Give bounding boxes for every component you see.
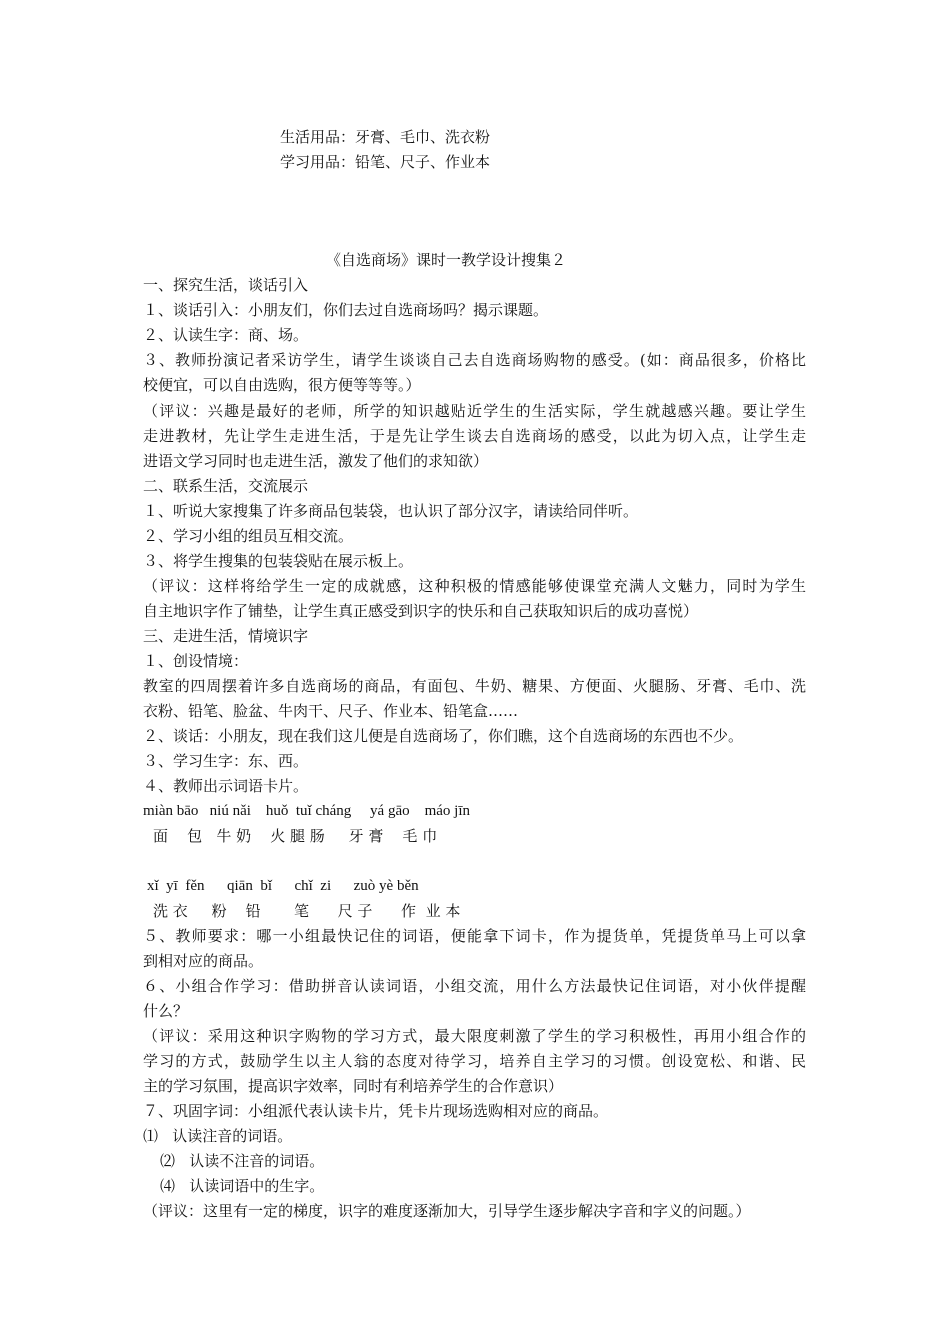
paragraph: １、听说大家搜集了许多商品包装袋，也认识了部分汉字，请读给同伴听。 bbox=[143, 502, 639, 520]
list-item: ⑴ 认读注音的词语。 bbox=[143, 1127, 293, 1145]
paragraph: 衣粉、铅笔、脸盆、牛肉干、尺子、作业本、铅笔盒…… bbox=[143, 702, 519, 720]
supply-list-study: 学习用品：铅笔、尺子、作业本 bbox=[280, 153, 491, 171]
paragraph: ２、认读生字：商、场。 bbox=[143, 326, 309, 344]
comment: 自主地识字作了铺垫，让学生真正感受到识字的快乐和自己获取知识后的成功喜悦） bbox=[143, 602, 699, 620]
paragraph: ３、学习生字：东、西。 bbox=[143, 752, 309, 770]
paragraph: ２、学习小组的组员互相交流。 bbox=[143, 527, 354, 545]
comment: （评议：这样将给学生一定的成就感，这种积极的情感能够使课堂充满人文魅力，同时为学生 bbox=[143, 577, 806, 595]
comment: 走进教材，先让学生走进生活，于是先让学生谈去自选商场的感受，以此为切入点，让学生走 bbox=[143, 427, 806, 445]
pinyin-row-1: miàn bāo niú nǎi huǒ tuǐ cháng yá gāo máo jīn bbox=[143, 803, 471, 819]
list-item: ⑷ 认读词语中的生字。 bbox=[160, 1177, 325, 1195]
paragraph: 教室的四周摆着许多自选商场的商品，有面包、牛奶、糖果、方便面、火腿肠、牙膏、毛巾、洗 bbox=[143, 677, 806, 695]
section-heading: 三、走进生活，情境识字 bbox=[143, 627, 309, 645]
paragraph: １、创设情境： bbox=[143, 652, 249, 670]
paragraph: ６、小组合作学习：借助拼音认读词语，小组交流，用什么方法最快记住词语，对小伙伴提醒 bbox=[143, 977, 806, 995]
paragraph: ４、教师出示词语卡片。 bbox=[143, 777, 309, 795]
paragraph: ３、教师扮演记者采访学生，请学生谈谈自己去自选商场购物的感受。(如：商品很多，价格比 bbox=[143, 351, 806, 369]
comment: （评议：这里有一定的梯度，识字的难度逐渐加大，引导学生逐步解决字音和字义的问题。） bbox=[143, 1202, 751, 1220]
comment: （评议：采用这种识字购物的学习方式，最大限度刺激了学生的学习积极性，再用小组合作的 bbox=[143, 1027, 806, 1045]
paragraph: １、谈话引入：小朋友们，你们去过自选商场吗？揭示课题。 bbox=[143, 301, 549, 319]
comment: 进语文学习同时也走进生活，激发了他们的求知欲） bbox=[143, 452, 489, 470]
supply-list-daily: 生活用品：牙膏、毛巾、洗衣粉 bbox=[280, 128, 491, 146]
document-title: 《自选商场》课时一教学设计搜集２ bbox=[326, 251, 567, 269]
section-heading: 二、联系生活，交流展示 bbox=[143, 477, 309, 495]
paragraph: 什么？ bbox=[143, 1002, 189, 1020]
paragraph: 校便宜，可以自由选购，很方便等等等。） bbox=[143, 376, 421, 394]
list-item: ⑵ 认读不注音的词语。 bbox=[160, 1152, 325, 1170]
comment: （评议：兴趣是最好的老师，所学的知识越贴近学生的生活实际，学生就越感兴趣。要让学生 bbox=[143, 402, 806, 420]
comment: 学习的方式，鼓励学生以主人翁的态度对待学习，培养自主学习的习惯。创设宽松、和谐、民 bbox=[143, 1052, 806, 1070]
paragraph: ５、教师要求：哪一小组最快记住的词语，便能拿下词卡，作为提货单，凭提货单马上可以拿 bbox=[143, 927, 806, 945]
paragraph: ７、巩固字词：小组派代表认读卡片，凭卡片现场选购相对应的商品。 bbox=[143, 1102, 609, 1120]
comment: 主的学习氛围，提高识字效率，同时有利培养学生的合作意识） bbox=[143, 1077, 564, 1095]
hanzi-row-2: 洗 衣 粉 铅 笔 尺 子 作 业 本 bbox=[153, 902, 461, 920]
paragraph: 到相对应的商品。 bbox=[143, 952, 264, 970]
paragraph: ３、将学生搜集的包装袋贴在展示板上。 bbox=[143, 552, 414, 570]
pinyin-row-2: xǐ yī fěn qiān bǐ chǐ zi zuò yè běn bbox=[147, 878, 419, 894]
paragraph: ２、谈话：小朋友，现在我们这儿便是自选商场了，你们瞧，这个自选商场的东西也不少。 bbox=[143, 727, 744, 745]
hanzi-row-1: 面 包 牛 奶 火 腿 肠 牙 膏 毛 巾 bbox=[153, 827, 438, 845]
section-heading: 一、探究生活，谈话引入 bbox=[143, 276, 309, 294]
